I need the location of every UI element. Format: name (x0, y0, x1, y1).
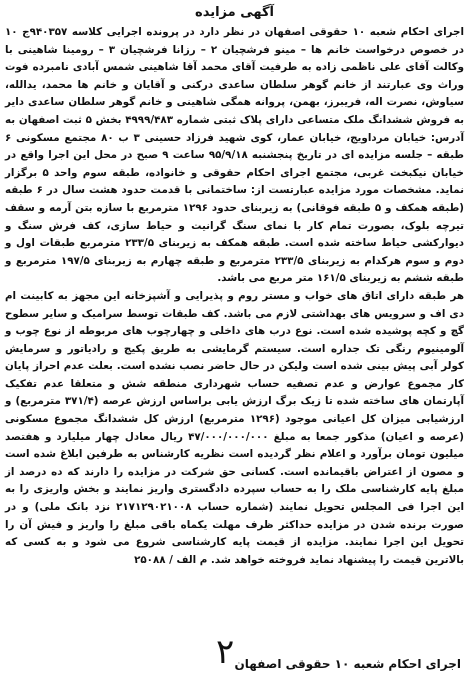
notice-footer: اجرای احکام شعبه ۱۰ حقوقی اصفهان (234, 657, 461, 671)
notice-title: آگهی مزایده (195, 5, 274, 20)
page-number: ۲ (216, 632, 235, 672)
notice-body (5, 24, 464, 569)
notice-paragraph: اجرای احکام شعبه ۱۰ حقوقی اصفهان در نظر دارد در پرونده اجرایی کلاسه ۹۴۰۳۵۷ج ۱۰ در خصوص درخواست خانم ها – مینو فرشچیان ۲ – رزانا فرشچیان ۳ – رومینا شاهینی با وکالت آقای علی ناظمی زاده به طرفیت آقای محمد آقا شاهینی شمس آبادی نامبرده فوت وراث وی عبارتند از خانم گوهر سلطان ساعدی درکنی و آقایان و خانم ها محمد، یدالله، سیاوش، نصرت اله، فریبرز، بهمن، پروانه همگی شاهینی و خانم گوهر سلطان ساعدی دایر به فروش ششدانگ ملک متساعی دارای پلاک ثبتی شماره ۴۹۹۹/۴۸۳ بخش ۵ ثبت اصفهان به آدرس: خیابان مرداویج، خیابان عمار، کوی شهید فرزاد حسینی ۳ ب ۸۰ مجتمع مسکونی ۶ طبقه – جلسه مزایده ای در تاریخ پنجشنبه ۹۵/۹/۱۸ ساعت ۹ صبح در محل این اجرا واقع در خیابان نیکبخت غربی، مجتمع اجرای احکام حقوقی و خانواده، طبقه سوم واحد ۵ برگزار نماید. مشخصات مورد مزایده عبارتست از: ساختمانی با قدمت حدود هشت سال در ۶ طبقه (طبقه همکف و ۵ طبقه فوقانی) به زیربنای حدود ۱۲۹۶ مترمربع با سازه بتن آرمه و سقف تیرچه بلوک، بصورت تمام کار با نمای سنگ گرانیت و حیاط سازی، کف فرش سنگ و دیوارکشی حیاط ساخته شده است. طبقه همکف به زیربنای ۲۳۳/۵ مترمربع طبقات اول و دوم و سوم هرکدام به زیربنای ۲۳۳/۵ مترمربع و طبقه چهارم به زیربنای ۱۹۷/۵ مترمربع و طبقه ششم به زیربنای ۱۶۱/۵ متر مربع می باشد. (5, 26, 465, 285)
notice-paragraph: هر طبقه دارای اتاق های خواب و مستر روم و پذیرایی و آشپزخانه این مجهز به کابینت ام دی اف و سرویس های بهداشتی لازم می باشد. کف طبقات توسط سرامیک و سایر سطوح گچ و کچه پوشیده شده است. نوع درب های داخلی و چهارچوب های مربوطه از نوع چوب و آلومینیوم رنگی تک جداره است. سیستم گرمایشی به طریق پکیج و رادیاتور و سرمایش کولر آبی پیش بینی شده است ولیکن در حال حاضر نصب نشده است. بعلت عدم احراز پایان کار مجموع عوارض و عدم تصفیه حساب شهرداری منطقه شش و متعلقا عدم تفکیک آپارتمان های ساخته شده تا زیک برگ ارزش یابی براساس ارزش عرصه (۳۷۱/۴ مترمربع) و ارزشیابی میزان کل اعیانی موجود (۱۲۹۶ مترمربع) ارزش کل ششدانگ مجموع مسکونی (عرصه و اعیان) مذکور جمعا به مبلغ ۴۷/۰۰۰/۰۰۰/۰۰۰ ریال معادل چهار میلیارد و هفتصد میلیون تومان برآورد و اعلام نظر گردیده است نظریه کارشناس به طرفین ابلاغ شده است و مصون از اعتراض باقیمانده است. کسانی حق شرکت در مزایده را دارند که ده درصد از مبلغ پایه کارشناسی ملک را به حساب سپرده دادگستری واریز نمایند و بخش واریزی را به این اجرا فی المجلس تحویل نمایند (شماره حساب ۲۱۷۱۲۹۰۲۱۰۰۸ نزد بانک ملی) و در صورت برنده شدن در مزایده حداکثر ظرف مهلت یکماه باقی مبلغ را واریز و فیش آن را تحویل این اجرا نمایند. مزایده از قیمت پایه کارشناسی شروع می شود و به کسی که بالاترین قیمت را پیشنهاد نماید فروخته خواهد شد. م الف / ۲۵۰۸۸ (5, 289, 464, 566)
